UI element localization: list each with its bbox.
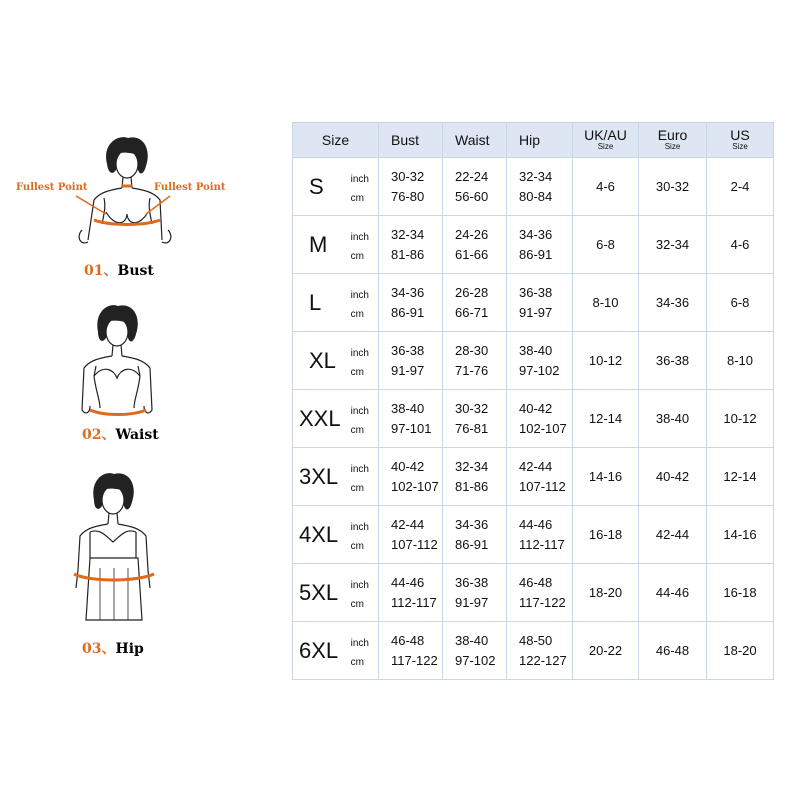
waist-cell [443, 216, 507, 274]
waist-inch: 28-30 [455, 342, 489, 358]
size-cell [293, 216, 379, 274]
bust-inch: 34-36 [391, 284, 425, 300]
bust-cell [379, 622, 443, 680]
unit-inch: inch [350, 638, 369, 649]
unit-cm: cm [350, 483, 364, 494]
ukau-size-cell: 8-10 [573, 274, 639, 332]
header-us-label: US [730, 127, 750, 143]
header-ukau [573, 123, 639, 158]
hip-cell [507, 274, 573, 332]
header-euro [639, 123, 707, 158]
hip-illustration [60, 470, 200, 630]
header-waist: Waist [443, 123, 507, 158]
bust-cm: 91-97 [391, 362, 425, 378]
waist-cm: 71-76 [455, 362, 489, 378]
hip-cell [507, 564, 573, 622]
size-cell [293, 390, 379, 448]
unit-labels [351, 634, 369, 672]
us-size-cell: 2-4 [707, 158, 774, 216]
unit-cm: cm [350, 599, 364, 610]
unit-cm: cm [350, 309, 364, 320]
hip-cm: 122-127 [519, 652, 567, 668]
hip-cell [507, 332, 573, 390]
bust-cm: 86-91 [391, 304, 425, 320]
size-cell [293, 158, 379, 216]
size-name: L [309, 289, 322, 315]
bust-cm: 117-122 [391, 652, 438, 668]
waist-cm: 97-102 [455, 652, 496, 668]
waist-caption [82, 424, 159, 444]
bust-cell [379, 506, 443, 564]
hip-inch: 42-44 [519, 458, 553, 474]
bust-cm: 76-80 [391, 188, 425, 204]
hip-cm: 102-107 [519, 420, 567, 436]
header-size: Size [293, 123, 379, 158]
us-size-cell: 6-8 [707, 274, 774, 332]
hip-inch: 34-36 [519, 226, 553, 242]
unit-cm: cm [350, 425, 364, 436]
waist-inch: 38-40 [455, 632, 489, 648]
hip-cm: 112-117 [519, 536, 565, 552]
bust-figure [10, 130, 240, 280]
hip-cm: 86-91 [519, 246, 553, 262]
unit-labels [351, 460, 369, 498]
euro-size-cell: 44-46 [639, 564, 707, 622]
hip-inch: 36-38 [519, 284, 553, 300]
hip-cm: 107-112 [519, 478, 566, 494]
waist-inch: 26-28 [455, 284, 489, 300]
unit-inch: inch [350, 580, 369, 591]
ukau-size-cell: 4-6 [573, 158, 639, 216]
bust-cell [379, 158, 443, 216]
header-us [707, 123, 774, 158]
unit-labels [351, 576, 369, 614]
size-cell [293, 274, 379, 332]
euro-size-cell: 36-38 [639, 332, 707, 390]
hip-cm: 91-97 [519, 304, 553, 320]
hip-caption-number: 03、 [82, 641, 116, 657]
size-table [292, 122, 774, 680]
bust-cm: 102-107 [391, 478, 439, 494]
bust-inch: 40-42 [391, 458, 425, 474]
bust-cell [379, 564, 443, 622]
unit-cm: cm [350, 541, 364, 552]
table-row [293, 506, 774, 564]
bust-caption-text: Bust [117, 263, 154, 279]
unit-cm: cm [350, 367, 364, 378]
waist-cell [443, 274, 507, 332]
waist-inch: 24-26 [455, 226, 489, 242]
table-row [293, 216, 774, 274]
euro-size-cell: 30-32 [639, 158, 707, 216]
bust-caption-number: 01、 [84, 263, 118, 279]
waist-cm: 86-91 [455, 536, 489, 552]
us-size-cell: 18-20 [707, 622, 774, 680]
waist-cell [443, 564, 507, 622]
waist-caption-number: 02、 [82, 427, 116, 443]
waist-inch: 32-34 [455, 458, 489, 474]
bust-inch: 36-38 [391, 342, 425, 358]
hip-inch: 38-40 [519, 342, 553, 358]
bust-cm: 107-112 [391, 536, 438, 552]
size-cell [293, 564, 379, 622]
bust-cell [379, 274, 443, 332]
bust-cm: 81-86 [391, 246, 425, 262]
waist-inch: 34-36 [455, 516, 489, 532]
header-euro-sub: Size [664, 142, 681, 151]
header-euro-label: Euro [657, 127, 688, 143]
unit-inch: inch [350, 464, 369, 475]
table-row [293, 332, 774, 390]
waist-cm: 61-66 [455, 246, 489, 262]
bust-cell [379, 332, 443, 390]
us-size-cell: 14-16 [707, 506, 774, 564]
us-size-cell: 16-18 [707, 564, 774, 622]
hip-caption [82, 638, 144, 658]
waist-inch: 36-38 [455, 574, 489, 590]
hip-cell [507, 506, 573, 564]
unit-labels [351, 344, 369, 382]
hip-inch: 44-46 [519, 516, 553, 532]
size-cell [293, 332, 379, 390]
waist-cm: 66-71 [455, 304, 489, 320]
hip-inch: 32-34 [519, 168, 553, 184]
size-cell [293, 506, 379, 564]
unit-labels [351, 170, 369, 208]
bust-inch: 46-48 [391, 632, 425, 648]
size-name: M [309, 231, 328, 257]
euro-size-cell: 32-34 [639, 216, 707, 274]
table-row [293, 564, 774, 622]
ukau-size-cell: 16-18 [573, 506, 639, 564]
header-hip: Hip [507, 123, 573, 158]
unit-labels [351, 518, 369, 556]
size-chart [292, 122, 773, 677]
waist-cell [443, 158, 507, 216]
unit-inch: inch [350, 406, 369, 417]
hip-inch: 46-48 [519, 574, 553, 590]
hip-cell [507, 216, 573, 274]
waist-cell [443, 390, 507, 448]
table-row [293, 448, 774, 506]
header-us-sub: Size [732, 142, 748, 151]
unit-cm: cm [350, 657, 364, 668]
hip-cm: 97-102 [519, 362, 560, 378]
bust-cell [379, 448, 443, 506]
bust-inch: 44-46 [391, 574, 425, 590]
bust-inch: 38-40 [391, 400, 425, 416]
waist-cm: 56-60 [455, 188, 489, 204]
waist-cell [443, 448, 507, 506]
bust-cm: 97-101 [391, 420, 432, 436]
unit-inch: inch [350, 348, 369, 359]
unit-cm: cm [350, 251, 364, 262]
hip-cell [507, 622, 573, 680]
hip-inch: 40-42 [519, 400, 553, 416]
hip-inch: 48-50 [519, 632, 553, 648]
hip-cell [507, 158, 573, 216]
waist-cell [443, 332, 507, 390]
size-name: XL [309, 347, 336, 373]
ukau-size-cell: 6-8 [573, 216, 639, 274]
table-row [293, 390, 774, 448]
bust-inch: 42-44 [391, 516, 425, 532]
hip-figure [60, 470, 200, 660]
euro-size-cell: 40-42 [639, 448, 707, 506]
waist-cm: 81-86 [455, 478, 489, 494]
unit-labels [351, 286, 369, 324]
bust-cm: 112-117 [391, 594, 437, 610]
waist-figure [60, 300, 200, 445]
table-row [293, 622, 774, 680]
size-name: XXL [299, 405, 341, 431]
table-row [293, 158, 774, 216]
bust-cell [379, 390, 443, 448]
ukau-size-cell: 20-22 [573, 622, 639, 680]
hip-caption-text: Hip [115, 641, 144, 657]
size-name: 6XL [299, 637, 339, 663]
header-ukau-sub: Size [597, 142, 614, 151]
us-size-cell: 8-10 [707, 332, 774, 390]
size-name: 4XL [299, 521, 339, 547]
waist-cell [443, 622, 507, 680]
size-name: 5XL [299, 579, 339, 605]
bust-inch: 30-32 [391, 168, 425, 184]
hip-cell [507, 448, 573, 506]
unit-inch: inch [350, 174, 369, 185]
unit-inch: inch [350, 522, 369, 533]
size-cell [293, 622, 379, 680]
unit-labels [351, 402, 369, 440]
bust-illustration [10, 130, 240, 280]
waist-inch: 22-24 [455, 168, 489, 184]
bust-caption [84, 260, 154, 280]
hip-cm: 117-122 [519, 594, 566, 610]
table-header-row [293, 123, 774, 158]
euro-size-cell: 46-48 [639, 622, 707, 680]
ukau-size-cell: 10-12 [573, 332, 639, 390]
ukau-size-cell: 14-16 [573, 448, 639, 506]
unit-inch: inch [350, 232, 369, 243]
us-size-cell: 12-14 [707, 448, 774, 506]
size-cell [293, 448, 379, 506]
waist-inch: 30-32 [455, 400, 489, 416]
waist-caption-text: Waist [115, 427, 159, 443]
header-bust: Bust [379, 123, 443, 158]
waist-cm: 76-81 [455, 420, 489, 436]
ukau-size-cell: 12-14 [573, 390, 639, 448]
size-name: 3XL [299, 463, 339, 489]
table-body [293, 158, 774, 680]
us-size-cell: 10-12 [707, 390, 774, 448]
bust-cell [379, 216, 443, 274]
us-size-cell: 4-6 [707, 216, 774, 274]
unit-inch: inch [350, 290, 369, 301]
waist-cm: 91-97 [455, 594, 489, 610]
table-row [293, 274, 774, 332]
fullest-point-left-label: Fullest Point [16, 182, 88, 193]
size-name: S [309, 173, 324, 199]
euro-size-cell: 38-40 [639, 390, 707, 448]
euro-size-cell: 42-44 [639, 506, 707, 564]
unit-cm: cm [350, 193, 364, 204]
bust-inch: 32-34 [391, 226, 425, 242]
ukau-size-cell: 18-20 [573, 564, 639, 622]
hip-cm: 80-84 [519, 188, 553, 204]
euro-size-cell: 34-36 [639, 274, 707, 332]
hip-cell [507, 390, 573, 448]
waist-cell [443, 506, 507, 564]
unit-labels [351, 228, 369, 266]
header-ukau-label: UK/AU [584, 127, 627, 143]
fullest-point-right-label: Fullest Point [154, 182, 226, 193]
